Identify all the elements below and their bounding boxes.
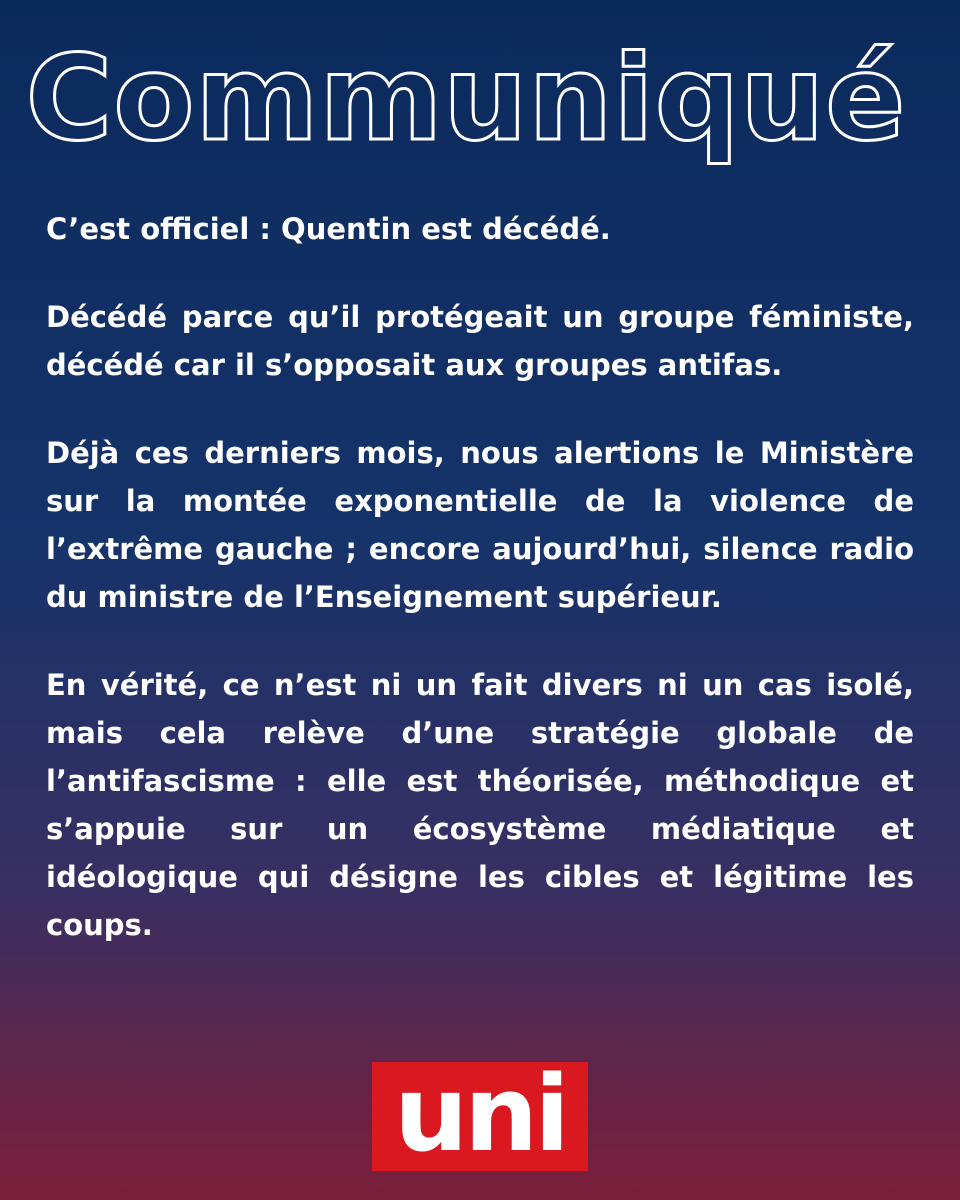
page-title: Communiqué [25, 29, 907, 167]
paragraph-1: C’est officiel : Quentin est décédé. [46, 212, 611, 246]
paragraph-4: En vérité, ce n’est ni un fait divers ni un cas isolé, mais cela relève d’une stratégie globale de l’antifascisme : elle est théorisée, méthodique et s’appuie sur un écosystème médiatique et idéologique qui désigne les cibles et légitime les coups. [46, 668, 914, 942]
paragraph-2: Décédé parce qu’il protégeait un groupe féministe, décédé car il s’opposait aux groupes antifas. [46, 300, 914, 382]
uni-logo [372, 1052, 588, 1175]
paragraph-3: Déjà ces derniers mois, nous alertions le Ministère sur la montée exponentielle de la violence de l’extrême gauche ; encore aujourd’hui, silence radio du ministre de l’Enseignement supérieur. [46, 436, 914, 614]
statement-body [46, 205, 914, 989]
logo-text: uni [394, 1052, 566, 1175]
